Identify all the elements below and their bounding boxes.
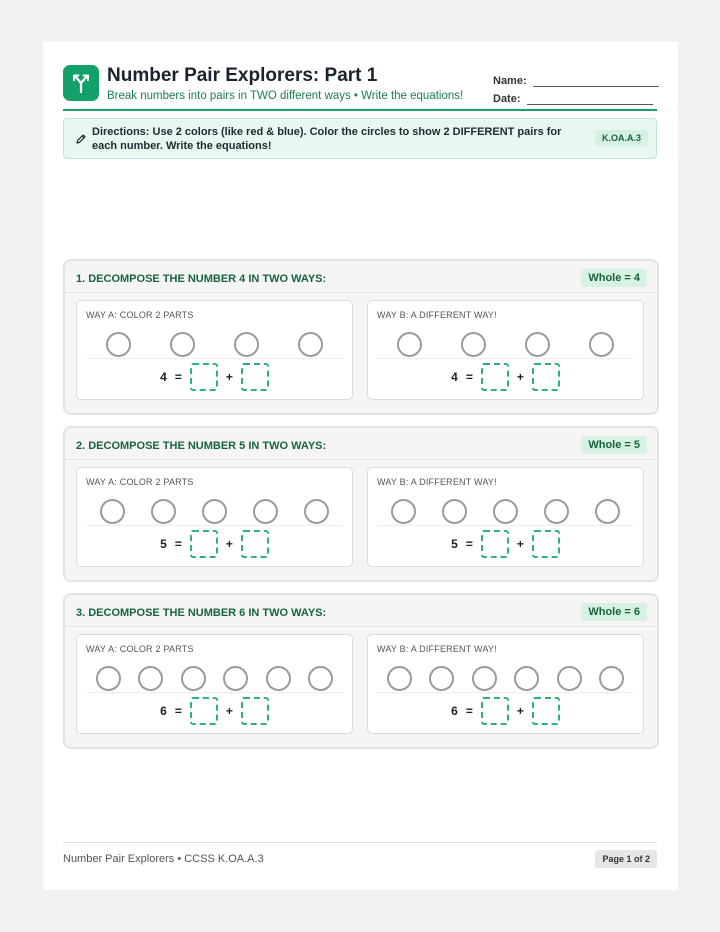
- worksheet-page: [43, 42, 678, 890]
- equation-row: [77, 529, 352, 559]
- way-divider: [378, 525, 633, 526]
- plus-sign: +: [225, 537, 233, 551]
- counter-circle[interactable]: [253, 499, 278, 524]
- way-b-label: WAY B: A DIFFERENT WAY!: [377, 644, 497, 654]
- counter-circle[interactable]: [266, 666, 291, 691]
- equals-sign: =: [465, 370, 473, 384]
- counter-circle[interactable]: [525, 332, 550, 357]
- counter-circle[interactable]: [100, 499, 125, 524]
- counter-circle[interactable]: [223, 666, 248, 691]
- counter-circle[interactable]: [397, 332, 422, 357]
- whole-number: 6: [451, 704, 458, 718]
- answer-box[interactable]: [532, 530, 560, 558]
- way-a-label: WAY A: COLOR 2 PARTS: [86, 644, 194, 654]
- equals-sign: =: [174, 537, 182, 551]
- counter-circle[interactable]: [181, 666, 206, 691]
- problem-title: 3. DECOMPOSE THE NUMBER 6 IN TWO WAYS:: [76, 607, 327, 619]
- way-divider: [378, 358, 633, 359]
- counter-circle[interactable]: [151, 499, 176, 524]
- equation-row: [77, 362, 352, 392]
- problem-divider: [65, 626, 657, 627]
- name-line[interactable]: [533, 75, 659, 87]
- standard-badge: K.OA.A.3: [595, 130, 648, 146]
- page-title: Number Pair Explorers: Part 1: [107, 65, 378, 86]
- counter-circles: [87, 329, 342, 359]
- counter-circle[interactable]: [138, 666, 163, 691]
- page-number-badge: Page 1 of 2: [595, 850, 657, 868]
- header-divider: [63, 109, 657, 111]
- counter-circles: [87, 663, 342, 693]
- whole-badge: Whole = 6: [581, 603, 647, 621]
- whole-number: 4: [451, 370, 458, 384]
- plus-sign: +: [516, 370, 524, 384]
- way-b-label: WAY B: A DIFFERENT WAY!: [377, 477, 497, 487]
- problem-title: 1. DECOMPOSE THE NUMBER 4 IN TWO WAYS:: [76, 273, 327, 285]
- answer-box[interactable]: [190, 697, 218, 725]
- name-date-box: [493, 69, 659, 105]
- plus-sign: +: [516, 704, 524, 718]
- counter-circles: [378, 496, 633, 526]
- whole-number: 6: [160, 704, 167, 718]
- answer-box[interactable]: [532, 697, 560, 725]
- counter-circle[interactable]: [557, 666, 582, 691]
- way-a-label: WAY A: COLOR 2 PARTS: [86, 310, 194, 320]
- way-a-panel: [76, 634, 353, 734]
- counter-circle[interactable]: [387, 666, 412, 691]
- whole-badge: Whole = 4: [581, 269, 647, 287]
- way-a-panel: [76, 300, 353, 400]
- plus-sign: +: [516, 537, 524, 551]
- counter-circle[interactable]: [442, 499, 467, 524]
- directions-text: Directions: Use 2 colors (like red & blue). Color the circles to show 2 DIFFERENT pairs for each number. Write the equations!: [92, 126, 562, 152]
- problem-card: [63, 259, 659, 415]
- way-divider: [87, 692, 342, 693]
- counter-circle[interactable]: [308, 666, 333, 691]
- way-b-panel: [367, 300, 644, 400]
- equation-row: [77, 696, 352, 726]
- way-b-panel: [367, 634, 644, 734]
- counter-circles: [378, 329, 633, 359]
- directions-box: [63, 118, 657, 159]
- problem-title: 2. DECOMPOSE THE NUMBER 5 IN TWO WAYS:: [76, 440, 327, 452]
- answer-box[interactable]: [532, 363, 560, 391]
- counter-circles: [378, 663, 633, 693]
- footer-text: Number Pair Explorers • CCSS K.OA.A.3: [63, 853, 264, 865]
- equation-row: [368, 529, 643, 559]
- pencil-icon: [75, 132, 87, 150]
- equals-sign: =: [174, 370, 182, 384]
- counter-circle[interactable]: [493, 499, 518, 524]
- plus-sign: +: [225, 370, 233, 384]
- equals-sign: =: [465, 704, 473, 718]
- counter-circle[interactable]: [599, 666, 624, 691]
- counter-circle[interactable]: [472, 666, 497, 691]
- answer-box[interactable]: [481, 363, 509, 391]
- counter-circle[interactable]: [514, 666, 539, 691]
- split-arrows-icon: [63, 65, 99, 101]
- counter-circle[interactable]: [589, 332, 614, 357]
- problem-divider: [65, 459, 657, 460]
- way-b-panel: [367, 467, 644, 567]
- problem-divider: [65, 292, 657, 293]
- equals-sign: =: [465, 537, 473, 551]
- header: [63, 64, 657, 110]
- date-label: Date:: [493, 93, 521, 105]
- counter-circle[interactable]: [170, 332, 195, 357]
- way-divider: [87, 358, 342, 359]
- problem-card: [63, 426, 659, 582]
- answer-box[interactable]: [241, 697, 269, 725]
- answer-box[interactable]: [190, 363, 218, 391]
- plus-sign: +: [225, 704, 233, 718]
- counter-circle[interactable]: [298, 332, 323, 357]
- whole-number: 5: [160, 537, 167, 551]
- equals-sign: =: [174, 704, 182, 718]
- way-divider: [87, 525, 342, 526]
- whole-badge: Whole = 5: [581, 436, 647, 454]
- counter-circle[interactable]: [391, 499, 416, 524]
- answer-box[interactable]: [241, 530, 269, 558]
- equation-row: [368, 362, 643, 392]
- whole-number: 4: [160, 370, 167, 384]
- counter-circle[interactable]: [544, 499, 569, 524]
- counter-circle[interactable]: [429, 666, 454, 691]
- way-b-label: WAY B: A DIFFERENT WAY!: [377, 310, 497, 320]
- date-line[interactable]: [527, 93, 653, 105]
- way-a-panel: [76, 467, 353, 567]
- counter-circle[interactable]: [595, 499, 620, 524]
- name-label: Name:: [493, 75, 527, 87]
- answer-box[interactable]: [481, 530, 509, 558]
- answer-box[interactable]: [481, 697, 509, 725]
- counter-circle[interactable]: [106, 332, 131, 357]
- footer-divider: [63, 842, 657, 843]
- counter-circle[interactable]: [304, 499, 329, 524]
- way-divider: [378, 692, 633, 693]
- counter-circle[interactable]: [202, 499, 227, 524]
- answer-box[interactable]: [241, 363, 269, 391]
- way-a-label: WAY A: COLOR 2 PARTS: [86, 477, 194, 487]
- answer-box[interactable]: [190, 530, 218, 558]
- whole-number: 5: [451, 537, 458, 551]
- problem-card: [63, 593, 659, 749]
- counter-circle[interactable]: [96, 666, 121, 691]
- equation-row: [368, 696, 643, 726]
- counter-circle[interactable]: [234, 332, 259, 357]
- counter-circle[interactable]: [461, 332, 486, 357]
- counter-circles: [87, 496, 342, 526]
- page-subtitle: Break numbers into pairs in TWO different ways • Write the equations!: [107, 90, 464, 102]
